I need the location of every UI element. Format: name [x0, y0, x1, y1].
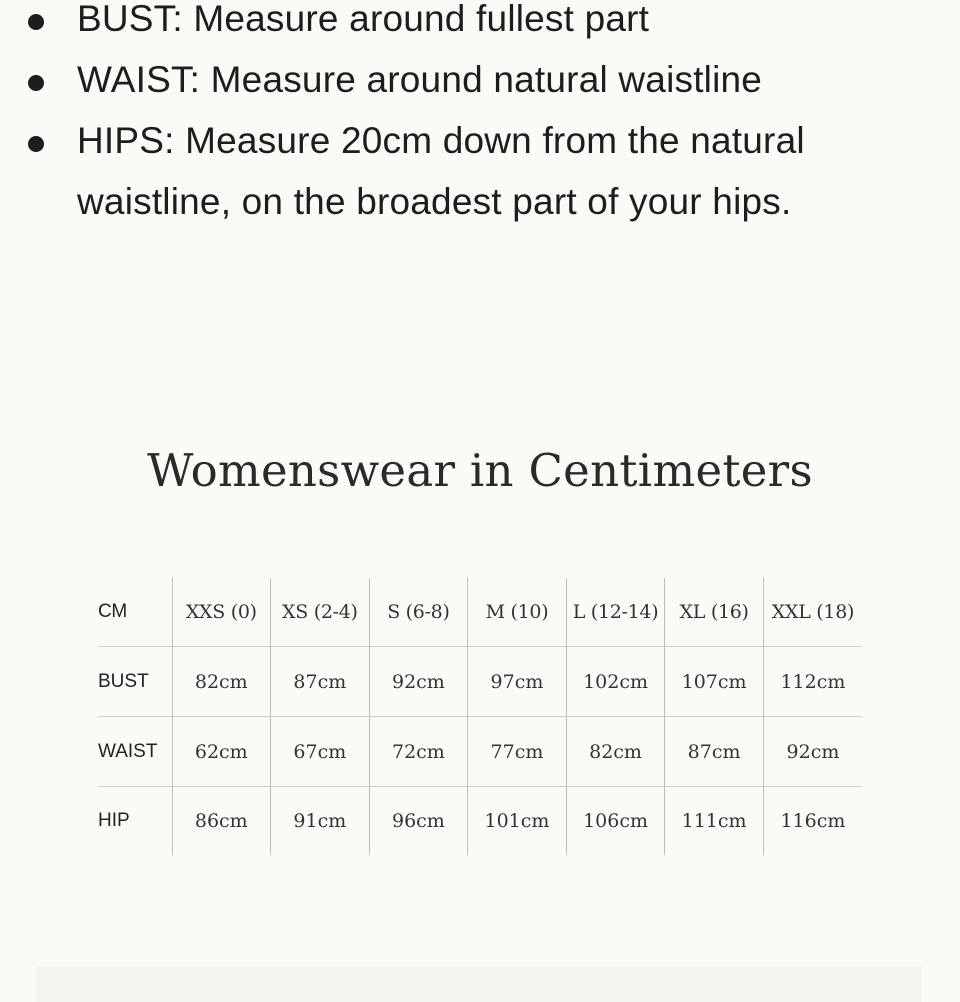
table-cell: 107cm [665, 647, 764, 717]
table-cell: 82cm [172, 647, 271, 717]
table-row-hip [98, 787, 862, 856]
table-cell: 86cm [172, 787, 271, 856]
bullet-icon [28, 14, 44, 30]
table-cell: 106cm [566, 787, 665, 856]
table-cell: 91cm [271, 787, 370, 856]
table-cell: 97cm [468, 647, 567, 717]
table-cell: 96cm [369, 787, 468, 856]
bullet-icon [28, 75, 44, 91]
size-header-l: L (12-14) [566, 578, 665, 647]
size-header-s: S (6-8) [369, 578, 468, 647]
table-cell: 92cm [763, 717, 862, 787]
table-cell: 77cm [468, 717, 567, 787]
table-cell: 111cm [665, 787, 764, 856]
size-chart-table [98, 578, 862, 855]
table-cell: 87cm [665, 717, 764, 787]
table-cell: 87cm [271, 647, 370, 717]
instruction-text: WAIST: Measure around natural waistline [77, 59, 763, 100]
table-cell: 102cm [566, 647, 665, 717]
table-cell: 116cm [763, 787, 862, 856]
measurement-instructions-list [0, 0, 960, 232]
row-label: HIP [98, 787, 172, 856]
size-header-xxs: XXS (0) [172, 578, 271, 647]
row-label: WAIST [98, 717, 172, 787]
list-item-waist [0, 49, 960, 110]
list-item-hips [0, 110, 960, 232]
row-label: BUST [98, 647, 172, 717]
list-item-bust [0, 0, 960, 49]
size-header-m: M (10) [468, 578, 567, 647]
size-header-xxl: XXL (18) [763, 578, 862, 647]
bottom-panel [36, 966, 922, 1002]
size-header-xs: XS (2-4) [271, 578, 370, 647]
table-row-waist [98, 717, 862, 787]
bullet-icon [28, 136, 44, 152]
instruction-text: HIPS: Measure 20cm down from the natural waistline, on the broadest part of your hips. [77, 120, 805, 222]
table-cell: 92cm [369, 647, 468, 717]
table-row-bust [98, 647, 862, 717]
table-cell: 62cm [172, 717, 271, 787]
table-cell: 72cm [369, 717, 468, 787]
size-header-xl: XL (16) [665, 578, 764, 647]
table-cell: 112cm [763, 647, 862, 717]
size-chart-title: Womenswear in Centimeters [147, 444, 813, 497]
corner-label: CM [98, 601, 127, 622]
table-header-row [98, 578, 862, 647]
instruction-text: BUST: Measure around fullest part [77, 0, 650, 39]
table-cell: 101cm [468, 787, 567, 856]
table-cell: 67cm [271, 717, 370, 787]
table-cell: 82cm [566, 717, 665, 787]
